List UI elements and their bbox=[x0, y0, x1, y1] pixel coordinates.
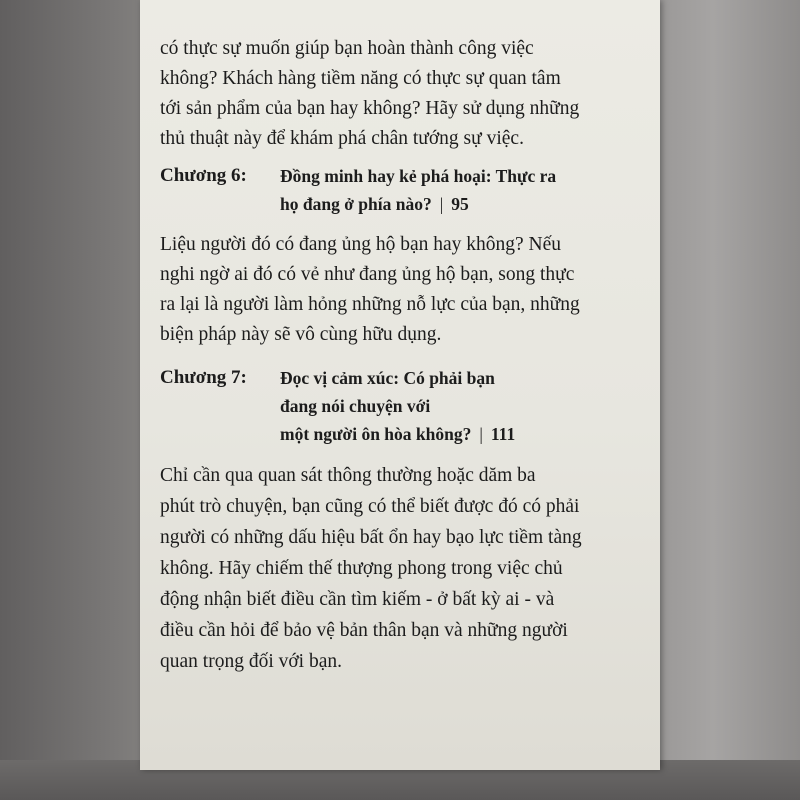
text-line: Liệu người đó có đang ủng hộ bạn hay không? Nếu bbox=[160, 234, 562, 255]
text-line: động nhận biết điều cần tìm kiếm - ở bất kỳ ai - và bbox=[160, 589, 555, 610]
chapter-6-paragraph bbox=[160, 230, 650, 350]
background-right bbox=[655, 0, 800, 800]
chapter-7-title-line: một người ôn hòa không? bbox=[280, 424, 472, 444]
text-line: biện pháp này sẽ vô cùng hữu dụng. bbox=[160, 324, 442, 345]
chapter-7-label: Chương 7: bbox=[160, 367, 247, 388]
text-line: không. Hãy chiếm thế thượng phong trong việc chủ bbox=[160, 558, 563, 579]
chapter-7-heading bbox=[160, 364, 650, 448]
chapter-6-title-line-last bbox=[280, 190, 650, 218]
text-line: Chỉ cần qua quan sát thông thường hoặc dăm ba bbox=[160, 465, 536, 486]
chapter-6-label: Chương 6: bbox=[160, 165, 247, 186]
chapter-7-title-line-last bbox=[280, 420, 650, 448]
text-line: tới sản phẩm của bạn hay không? Hãy sử dụng những bbox=[160, 98, 580, 119]
chapter-7-title-line: đang nói chuyện với bbox=[280, 396, 431, 416]
text-line: phút trò chuyện, bạn cũng có thể biết được đó có phải bbox=[160, 496, 580, 517]
background-left bbox=[0, 0, 160, 800]
text-line: không? Khách hàng tiềm năng có thực sự quan tâm bbox=[160, 68, 561, 89]
chapter-6-title bbox=[280, 162, 650, 218]
text-line: nghi ngờ ai đó có vẻ như đang ủng hộ bạn, song thực bbox=[160, 264, 575, 285]
chapter-6-heading bbox=[160, 162, 650, 218]
chapter-7-title-line: Đọc vị cảm xúc: Có phải bạn bbox=[280, 368, 495, 388]
text-line: ra lại là người làm hỏng những nỗ lực của bạn, những bbox=[160, 294, 580, 315]
intro-paragraph bbox=[160, 34, 650, 154]
book-page bbox=[140, 0, 660, 770]
chapter-6-title-line: họ đang ở phía nào? bbox=[280, 194, 432, 214]
text-line: điều cần hỏi để bảo vệ bản thân bạn và những người bbox=[160, 620, 568, 641]
chapter-7-paragraph bbox=[160, 460, 650, 677]
text-line: có thực sự muốn giúp bạn hoàn thành công việc bbox=[160, 38, 534, 59]
chapter-7-page-number: 111 bbox=[490, 424, 516, 444]
chapter-7-title bbox=[280, 364, 650, 448]
separator: | bbox=[439, 194, 444, 214]
page-content bbox=[160, 34, 650, 677]
text-line: quan trọng đối với bạn. bbox=[160, 651, 342, 672]
text-line: thủ thuật này để khám phá chân tướng sự việc. bbox=[160, 128, 524, 149]
chapter-6-page-number: 95 bbox=[451, 194, 469, 214]
separator: | bbox=[479, 424, 483, 444]
text-line: người có những dấu hiệu bất ổn hay bạo lực tiềm tàng bbox=[160, 527, 582, 548]
chapter-6-title-line: Đồng minh hay kẻ phá hoại: Thực ra bbox=[280, 166, 557, 186]
